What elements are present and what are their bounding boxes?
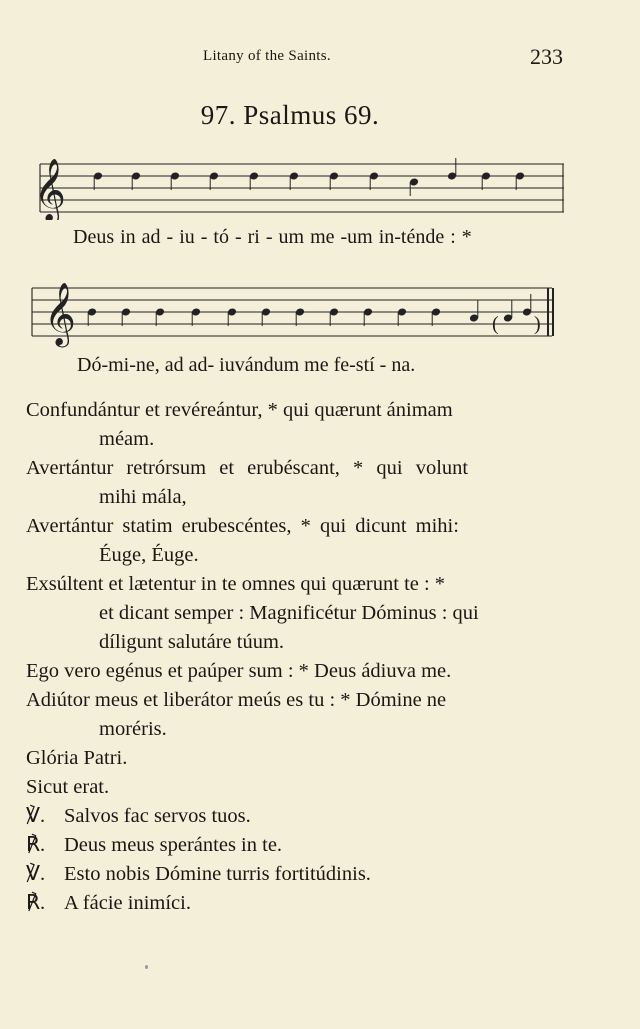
paper-speck (145, 965, 148, 969)
response-line: ℣. Esto nobis Dómine turris fortitúdinis. (26, 860, 566, 889)
chant-lyrics-1: Deus in ad - iu - tó - ri - um me -um in-ténde : * (73, 226, 472, 248)
chant-staff-1 (0, 148, 640, 220)
chant-staff-2 (0, 272, 640, 352)
verse-line: Adiútor meus et liberátor meús es tu : * Dómine ne (26, 689, 447, 711)
response-line: ℟. Deus meus sperántes in te. (26, 831, 566, 860)
response-line: ℣. Salvos fac servos tuos. (26, 802, 566, 831)
page-number: 233 (530, 44, 563, 69)
verse-line: et dicant semper : Magnificétur Dóminus : qui (99, 602, 479, 624)
response-line: ℟. A fácie inimíci. (26, 889, 566, 918)
psalm-text (26, 396, 566, 918)
verse-line: Exsúltent et lætentur in te omnes qui quærunt te : * (26, 573, 446, 595)
treble-clef-icon: 𝄞 (34, 158, 66, 220)
verse-line: Confundántur et revéreántur, * qui quærunt ánimam (26, 399, 453, 421)
running-head (0, 44, 640, 74)
response-icon: ℟. (26, 834, 46, 856)
verse-line: Avertántur statim erubescéntes, * qui dicunt mihi: (26, 515, 459, 537)
verse-line: Éuge, Éuge. (99, 544, 199, 566)
chant-lyrics-2: Dó-mi-ne, ad ad- iuvándum me fe-stí - na. (77, 354, 416, 376)
versicle-icon: ℣. (26, 863, 46, 885)
verse-line: díligunt salutáre túum. (99, 631, 285, 653)
psalm-title: 97. Psalmus 69. (200, 100, 380, 130)
verse-line: Ego vero egénus et paúper sum : * Deus ádiuva me. (26, 660, 452, 682)
verse-line: mihi mála, (99, 486, 187, 508)
treble-clef-icon: 𝄞 (44, 282, 76, 345)
verse-line: Glória Patri. (26, 747, 128, 769)
verse-line: moréris. (99, 718, 167, 740)
parenthesis-right-icon: ) (534, 313, 541, 335)
verse-line: Sicut erat. (26, 776, 110, 798)
running-head-title: Litany of the Saints. (203, 48, 331, 64)
verse-line: méam. (99, 428, 155, 450)
verse-line: Avertántur retrórsum et erubéscant, * qui volunt (26, 457, 469, 479)
parenthesis-left-icon: ( (492, 313, 499, 335)
versicle-icon: ℣. (26, 805, 46, 827)
response-icon: ℟. (26, 892, 46, 914)
